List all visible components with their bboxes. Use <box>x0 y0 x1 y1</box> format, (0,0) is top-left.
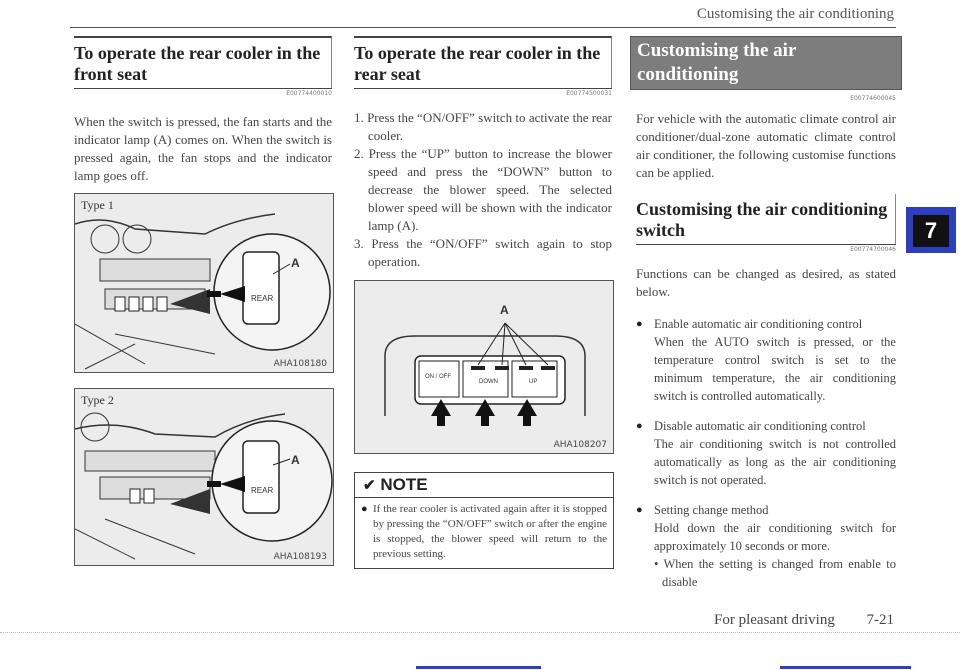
section-heading-switch: Customising the air conditioning switch <box>636 199 888 240</box>
note-check-icon: ✔ <box>363 477 376 494</box>
note-title: NOTE <box>380 475 428 494</box>
function-list <box>636 315 896 591</box>
footer-section-title: For pleasant driving <box>714 612 835 628</box>
item-text: Hold down the air conditioning switch for approximately 10 seconds or more. <box>654 521 896 553</box>
figure-code: AHA108207 <box>553 440 607 450</box>
column-front-seat <box>74 36 332 185</box>
section-heading-box <box>636 194 896 244</box>
figure-code: AHA108193 <box>273 552 327 562</box>
rear-control-illustration <box>355 281 613 453</box>
item-title: ● Enable automatic air conditioning control <box>654 317 863 331</box>
item-title: ● Disable automatic air conditioning control <box>654 419 866 433</box>
column-rear-seat <box>354 36 612 271</box>
note-box <box>354 472 614 569</box>
section-banner: Customising the air conditioning <box>630 36 902 90</box>
section-code: E00774400010 <box>74 88 332 97</box>
up-button-label: UP <box>529 379 538 385</box>
rear-label: REAR <box>251 294 274 303</box>
list-item <box>636 501 896 591</box>
note-header <box>355 473 613 498</box>
rear-label: REAR <box>251 486 274 495</box>
dashboard-illustration-type1 <box>75 194 333 372</box>
section-code: E00774700046 <box>636 244 896 253</box>
callout-a: A <box>291 256 300 270</box>
running-header: Customising the air conditioning <box>696 6 894 22</box>
section-code: E00774600045 <box>850 95 896 102</box>
intro-paragraph: For vehicle with the automatic climate control air conditioner/dual-zone automatic climate control air conditioner, the following customise functions can be applied. <box>636 111 896 180</box>
section-heading-rear-seat: To operate the rear cooler in the rear seat <box>354 43 601 84</box>
section-code: E00774500031 <box>354 88 612 97</box>
rear-seat-steps <box>354 109 612 271</box>
figure-code: AHA108180 <box>273 359 327 369</box>
step-item: 2. Press the “UP” button to increase the blower speed and press the “DOWN” button to decrease the blower speed. The selected blower speed will be shown with the indicator lamp (A). <box>354 146 612 233</box>
figure-rear-control <box>354 280 614 454</box>
chapter-number: 7 <box>913 215 949 247</box>
callout-a: A <box>500 303 509 317</box>
section-heading-front-seat: To operate the rear cooler in the front seat <box>74 43 321 84</box>
down-button-label: DOWN <box>479 379 498 385</box>
step-item: 1. Press the “ON/OFF” switch to activate the rear cooler. <box>354 110 612 143</box>
list-item <box>636 417 896 489</box>
item-text: When the AUTO switch is pressed, or the temperature control switch is set to the minimum temperature, the air conditioning switch is controlled automatically. <box>654 335 896 403</box>
section-heading-box <box>74 36 332 88</box>
figure-label: Type 1 <box>81 198 114 212</box>
bottom-bar-right <box>780 666 911 669</box>
lead-paragraph: Functions can be changed as desired, as stated below. <box>636 266 896 299</box>
chapter-tab <box>906 207 956 253</box>
callout-a: A <box>291 453 300 467</box>
item-subpoint: • When the setting is changed from enable to disable <box>654 557 896 589</box>
item-text: The air conditioning switch is not controlled automatically as long as the air conditioning switch is not operated. <box>654 437 896 487</box>
list-item <box>636 315 896 405</box>
item-title: ● Setting change method <box>654 503 769 517</box>
figure-label: Type 2 <box>81 393 114 407</box>
page-number: 7-21 <box>866 612 894 628</box>
note-body <box>355 498 613 568</box>
onoff-button-label: ON / OFF <box>425 374 451 380</box>
figure-type2 <box>74 388 334 566</box>
front-seat-body: When the switch is pressed, the fan starts and the indicator lamp (A) comes on. When the switch is pressed again, the fan stops and the indicator lamp goes off. <box>74 114 332 183</box>
dashboard-illustration-type2 <box>75 389 333 565</box>
step-item: 3. Press the “ON/OFF” switch again to stop operation. <box>354 236 612 269</box>
figure-type1 <box>74 193 334 373</box>
subsection-switch <box>636 194 896 603</box>
header-rule <box>70 27 896 28</box>
section-heading-box <box>354 36 612 88</box>
bottom-bar-left <box>416 666 541 669</box>
note-text: ● If the rear cooler is activated again after it is stopped by pressing the “ON/OFF” switch or after the engine is stopped, the blower speed will return to the previous setting. <box>361 502 607 562</box>
footer-dotted-rule <box>0 632 960 633</box>
